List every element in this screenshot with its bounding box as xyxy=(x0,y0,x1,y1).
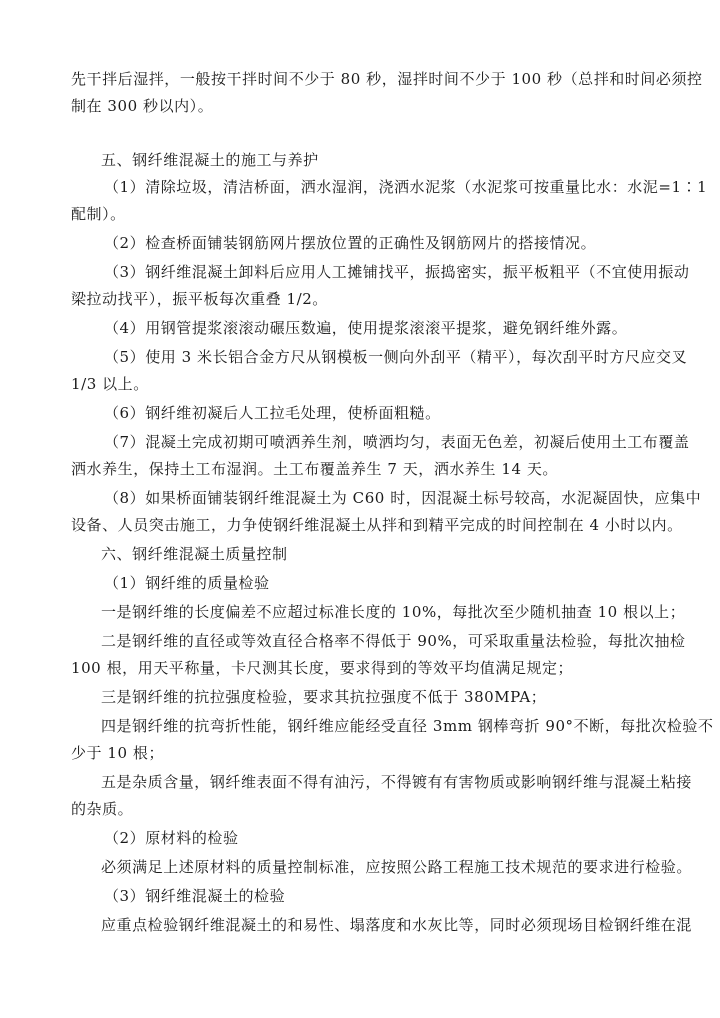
paragraph-line: 必须满足上述原材料的质量控制标准，应按照公路工程施工技术规范的要求进行检验。 xyxy=(101,858,692,876)
paragraph-line: 制在 300 秒以内）。 xyxy=(71,97,214,115)
section-heading: 五、钢纤维混凝土的施工与养护 xyxy=(101,151,319,169)
paragraph-line: 1/3 以上。 xyxy=(71,375,149,393)
paragraph-line: 四是钢纤维的抗弯折性能，钢纤维应能经受直径 3mm 钢棒弯折 90°不断，每批次检验不 xyxy=(101,717,714,735)
paragraph-line: （8）如果桥面铺装钢纤维混凝土为 C60 时，因混凝土标号较高，水泥凝固快，应集中 xyxy=(104,489,702,507)
paragraph-line: （6）钢纤维初凝后人工拉毛处理，使桥面粗糙。 xyxy=(104,404,441,422)
paragraph-line: 五是杂质含量，钢纤维表面不得有油污，不得镀有有害物质或影响钢纤维与混凝土粘接 xyxy=(101,773,692,791)
paragraph-line: 先干拌后湿拌，一般按干拌时间不少于 80 秒，湿拌时间不少于 100 秒（总拌和时间必须控 xyxy=(71,70,703,88)
paragraph-line: （4）用钢管提浆滚滚动碾压数遍，使用提浆滚滚平提浆，避免钢纤维外露。 xyxy=(104,319,628,337)
paragraph-line: 的杂质。 xyxy=(71,800,134,818)
paragraph-line: 二是钢纤维的直径或等效直径合格率不得低于 90%，可采取重量法检验，每批次抽检 xyxy=(101,632,686,650)
paragraph-line: （1）清除垃圾，清洁桥面，洒水湿润，浇洒水泥浆（水泥浆可按重量比水：水泥=1∶1 xyxy=(104,178,708,196)
paragraph-line: （5）使用 3 米长铝合金方尺从钢模板一侧向外刮平（精平），每次刮平时方尺应交叉 xyxy=(104,348,688,366)
paragraph-line: （7）混凝土完成初期可喷洒养生剂，喷洒均匀，表面无色差，初凝后使用土工布覆盖 xyxy=(104,433,690,451)
paragraph-line: 100 根，用天平称量，卡尺测其长度，要求得到的等效平均值满足规定； xyxy=(71,659,574,677)
paragraph-line: 少于 10 根； xyxy=(71,744,165,762)
section-heading: 六、钢纤维混凝土质量控制 xyxy=(101,545,288,563)
paragraph-line: 梁拉动找平），振平板每次重叠 1/2。 xyxy=(71,290,328,308)
subsection-heading: （2）原材料的检验 xyxy=(104,829,239,847)
subsection-heading: （3）钢纤维混凝土的检验 xyxy=(104,887,286,905)
paragraph-line: 三是钢纤维的抗拉强度检验，要求其抗拉强度不低于 380MPA； xyxy=(101,688,547,706)
paragraph-line: 一是钢纤维的长度偏差不应超过标准长度的 10%，每批次至少随机抽查 10 根以上； xyxy=(101,603,686,621)
paragraph-line: 洒水养生，保持土工布湿润。土工布覆盖养生 7 天，洒水养生 14 天。 xyxy=(71,460,558,478)
paragraph-line: （3）钢纤维混凝土卸料后应用人工摊铺找平，振捣密实，振平板粗平（不宜使用振动 xyxy=(104,263,690,281)
paragraph-line: 应重点检验钢纤维混凝土的和易性、塌落度和水灰比等，同时必须现场目检钢纤维在混 xyxy=(101,916,692,934)
paragraph-line: （2）检查桥面铺装钢筋网片摆放位置的正确性及钢筋网片的搭接情况。 xyxy=(104,234,597,252)
subsection-heading: （1）钢纤维的质量检验 xyxy=(104,574,270,592)
paragraph-line: 设备、人员突击施工，力争使钢纤维混凝土从拌和到精平完成的时间控制在 4 小时以内。 xyxy=(71,516,683,534)
paragraph-line: 配制）。 xyxy=(71,205,126,223)
